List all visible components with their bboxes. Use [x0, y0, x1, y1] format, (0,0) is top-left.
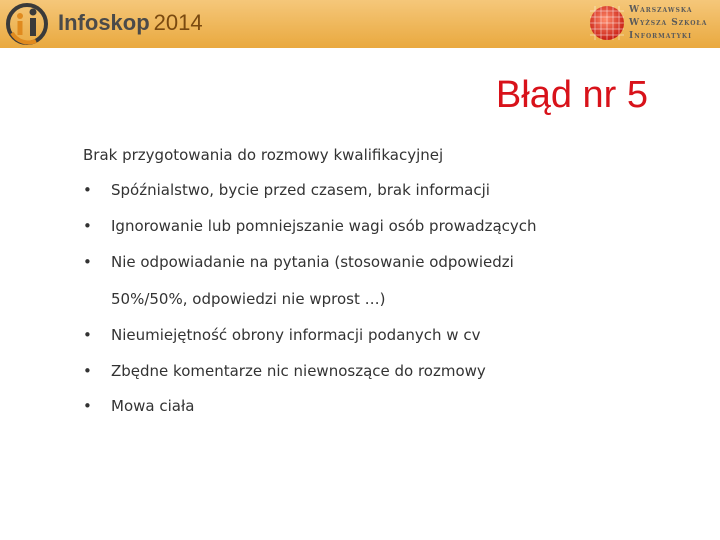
slide-subtitle: Brak przygotowania do rozmowy kwalifikacyjnej	[83, 146, 444, 164]
bullet-glyph: •	[83, 181, 92, 199]
bullet-glyph: •	[83, 326, 92, 344]
bullet-text: Ignorowanie lub pomniejszanie wagi osób prowadzących	[111, 217, 537, 235]
bullet-glyph: •	[83, 362, 92, 380]
brand-title: Infoskop	[58, 10, 150, 35]
wwsi-logo-icon	[589, 5, 625, 41]
brand-year: 2014	[153, 10, 203, 35]
bullet-text: Nie odpowiadanie na pytania (stosowanie odpowiedzi	[111, 253, 514, 271]
bullet-text: Mowa ciała	[111, 397, 195, 415]
institution-line: Warszawska	[629, 5, 693, 15]
institution-line: Wyższa Szkoła	[629, 18, 708, 28]
bullet-text: Nieumiejętność obrony informacji podanych w cv	[111, 326, 481, 344]
bullet-glyph: •	[83, 217, 92, 235]
bullet-glyph: •	[83, 397, 92, 415]
brand-name	[58, 10, 203, 36]
infoskop-logo-icon	[6, 3, 52, 45]
bullet-text: Zbędne komentarze nic niewnoszące do rozmowy	[111, 362, 486, 380]
institution-name	[629, 4, 717, 43]
bullet-continuation: 50%/50%, odpowiedzi nie wprost …)	[111, 290, 386, 308]
institution-line: Informatyki	[629, 31, 692, 41]
slide-title: Błąd nr 5	[495, 74, 648, 116]
bullet-text: Spóźnialstwo, bycie przed czasem, brak informacji	[111, 181, 490, 199]
bullet-glyph: •	[83, 253, 92, 271]
header-band	[0, 0, 720, 48]
